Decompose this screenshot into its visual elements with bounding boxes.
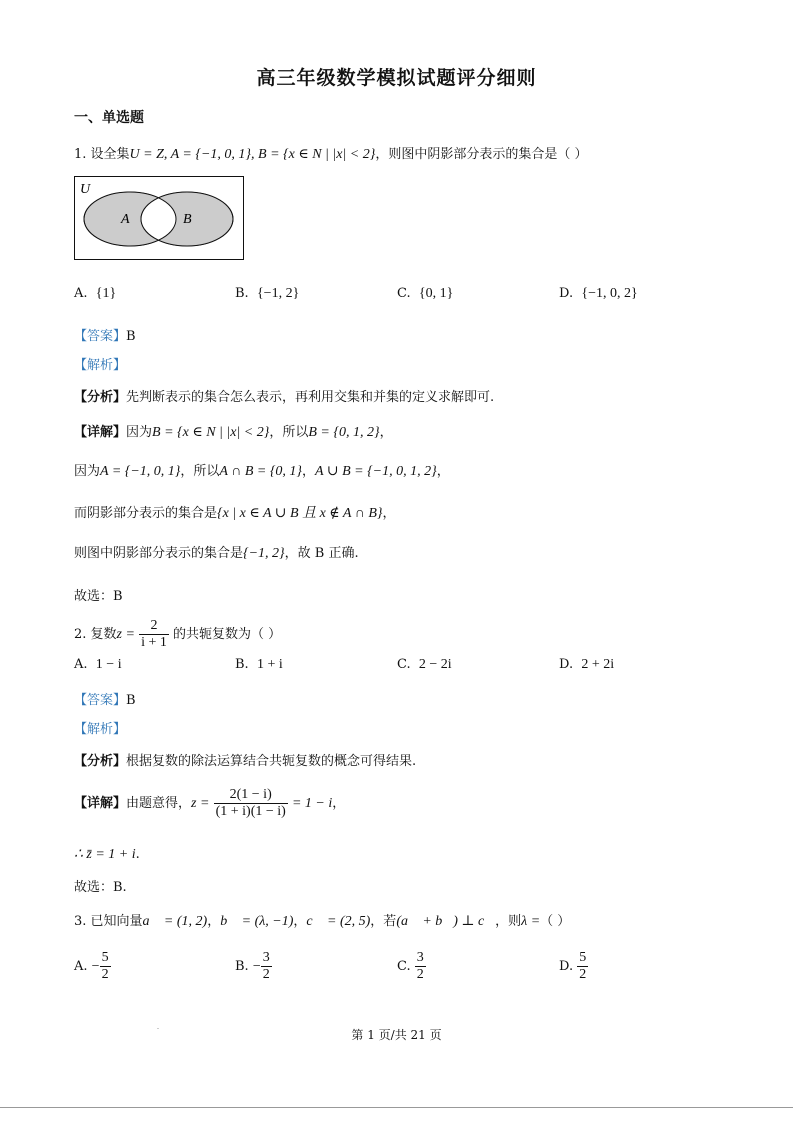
math: ∴ z̄ = 1 + i <box>74 847 136 862</box>
math: (a⃗ + b⃗) ⊥ c⃗ <box>396 914 496 929</box>
q2-fenxi <box>74 753 416 771</box>
text: ， <box>332 796 346 811</box>
text: ，所以 <box>269 425 309 440</box>
math: c⃗ = (2, 5) <box>306 914 371 929</box>
analysis-tag: 【解析】 <box>74 358 127 373</box>
option-value: 2 + 2i <box>581 657 615 672</box>
q2-option-d[interactable] <box>559 656 614 674</box>
q1-fenxi <box>74 389 494 407</box>
text: ，故 B 正确. <box>284 546 359 561</box>
fenxi-tag: 【分析】 <box>74 754 127 769</box>
math: b⃗ = (λ, −1) <box>220 914 294 929</box>
option-fraction <box>415 950 426 983</box>
q3-suffix: （ ） <box>540 914 571 929</box>
analysis-tag: 【解析】 <box>74 722 127 737</box>
q2-detail <box>74 786 345 822</box>
fraction-denominator: 2 <box>579 967 587 982</box>
fraction-denominator: 2 <box>101 967 109 982</box>
q1-detail-line-1 <box>74 424 393 442</box>
text: 由题意得， <box>126 796 192 811</box>
page-footer: 第 1 页/共 21 页 <box>351 1028 442 1042</box>
fraction-numerator: 2(1 − i) <box>229 787 272 802</box>
option-value: 1 − i <box>95 657 122 672</box>
answer-tag: 【答案】 <box>74 693 127 708</box>
math: λ = <box>521 914 541 929</box>
text: ，则 <box>495 914 522 929</box>
text: 因为 <box>74 464 101 479</box>
option-label: C. <box>397 959 411 974</box>
q1-stem <box>74 146 588 164</box>
option-value: {0, 1} <box>418 286 454 301</box>
q1-option-d[interactable] <box>559 285 638 303</box>
page-title: 高三年级数学模拟试题评分细则 <box>256 67 537 89</box>
fraction-numerator: 5 <box>579 950 587 965</box>
fraction-denominator: 2 <box>416 967 424 982</box>
text: . <box>135 847 140 862</box>
text: ， <box>207 914 221 929</box>
section-heading: 一、单选题 <box>74 110 144 126</box>
q1-math: U = Z, A = {−1, 0, 1}, B = {x ∈ N | |x| < 2} <box>129 147 376 162</box>
q3-option-b[interactable] <box>235 950 272 984</box>
page-bottom-divider <box>0 1107 793 1108</box>
q3-option-d[interactable] <box>559 950 588 984</box>
math: = 1 − i <box>291 796 333 811</box>
option-label: A. <box>74 657 88 672</box>
venn-label-u: U <box>80 182 91 197</box>
fenxi-text: 先判断表示的集合怎么表示，再利用交集和并集的定义求解即可. <box>126 390 495 405</box>
option-value: 2 − 2i <box>418 657 452 672</box>
fraction-numerator: 3 <box>416 950 424 965</box>
q3-option-a[interactable] <box>74 950 111 984</box>
q2-option-a[interactable] <box>74 656 122 674</box>
venn-label-a: A <box>121 212 130 227</box>
option-sign: − <box>252 959 261 974</box>
fraction-numerator: 2 <box>150 618 158 633</box>
q1-option-b[interactable] <box>235 285 299 303</box>
option-label: A. <box>74 286 88 301</box>
option-label: B. <box>235 959 249 974</box>
q1-detail-line-3 <box>74 505 395 523</box>
math: a⃗ = (1, 2) <box>142 914 208 929</box>
option-value: {1} <box>95 286 117 301</box>
option-fraction <box>100 950 111 983</box>
detail-tag: 【详解】 <box>74 796 127 811</box>
detail-tag: 【详解】 <box>74 425 127 440</box>
q1-answer <box>74 328 136 346</box>
q2-detail-fraction <box>214 787 288 820</box>
option-label: D. <box>559 959 574 974</box>
math: {x | x ∈ A ∪ B 且 x ∉ A ∩ B} <box>217 506 383 521</box>
math: B = {x ∈ N | |x| < 2} <box>152 425 270 440</box>
q2-option-c[interactable] <box>397 656 452 674</box>
text: ， <box>436 464 450 479</box>
q1-detail-line-4 <box>74 545 359 563</box>
text: ， <box>379 425 393 440</box>
text: ，若 <box>370 914 397 929</box>
option-label: D. <box>559 657 574 672</box>
q2-option-b[interactable] <box>235 656 283 674</box>
answer-tag: 【答案】 <box>74 329 127 344</box>
fraction-denominator: (1 + i)(1 − i) <box>215 804 286 819</box>
q1-option-a[interactable] <box>74 285 116 303</box>
q1-option-c[interactable] <box>397 285 453 303</box>
option-value: {−1, 2} <box>256 286 300 301</box>
q2-suffix: 的共轭复数为（ ） <box>168 627 282 642</box>
fraction-numerator: 3 <box>262 950 270 965</box>
math: B = {0, 1, 2} <box>308 425 380 440</box>
option-label: A. <box>74 959 88 974</box>
option-fraction <box>261 950 272 983</box>
q1-choose: 故选：B <box>74 589 123 604</box>
text: ， <box>293 914 307 929</box>
math: A ∪ B = {−1, 0, 1, 2} <box>315 464 437 479</box>
q3-prefix: 3. 已知向量 <box>74 914 143 929</box>
option-sign: − <box>91 959 100 974</box>
fraction-numerator: 5 <box>101 950 109 965</box>
text: ， <box>302 464 316 479</box>
option-label: B. <box>235 657 249 672</box>
option-label: C. <box>397 657 411 672</box>
fraction-denominator: i + 1 <box>141 635 167 650</box>
q2-fraction <box>139 618 169 651</box>
option-value: {−1, 0, 2} <box>581 286 638 301</box>
text: ， <box>382 506 396 521</box>
option-label: C. <box>397 286 411 301</box>
q2-conjugate <box>74 846 140 864</box>
q2-choose: 故选：B. <box>74 880 127 895</box>
q2-analysis-tag <box>74 721 126 739</box>
q2-stem <box>74 618 281 652</box>
q3-stem <box>74 913 570 931</box>
math: A = {−1, 0, 1} <box>100 464 181 479</box>
fenxi-text: 根据复数的除法运算结合共轭复数的概念可得结果. <box>126 754 417 769</box>
q2-prefix: 2. 复数 <box>74 627 117 642</box>
text: 则图中阴影部分表示的集合是 <box>74 546 244 561</box>
q2-z: z = <box>116 627 135 642</box>
option-label: B. <box>235 286 249 301</box>
math: z = <box>191 796 210 811</box>
q1-detail-line-2 <box>74 463 450 481</box>
q1-analysis-tag <box>74 357 126 375</box>
venn-diagram <box>74 176 244 260</box>
option-value: 1 + i <box>256 657 283 672</box>
answer-value: B <box>126 329 136 344</box>
option-fraction <box>577 950 588 983</box>
fenxi-tag: 【分析】 <box>74 390 127 405</box>
math: A ∩ B = {0, 1} <box>219 464 303 479</box>
answer-value: B <box>126 693 136 708</box>
q1-suffix: ，则图中阴影部分表示的集合是（ ） <box>375 147 588 162</box>
q2-answer <box>74 692 136 710</box>
math: {−1, 2} <box>243 546 285 561</box>
option-label: D. <box>559 286 574 301</box>
fraction-denominator: 2 <box>262 967 270 982</box>
q1-prefix: 1. 设全集 <box>74 147 130 162</box>
venn-label-b: B <box>183 212 192 227</box>
text: 而阴影部分表示的集合是 <box>74 506 218 521</box>
text: 因为 <box>126 425 153 440</box>
q3-option-c[interactable] <box>397 950 426 984</box>
text: ，所以 <box>180 464 220 479</box>
